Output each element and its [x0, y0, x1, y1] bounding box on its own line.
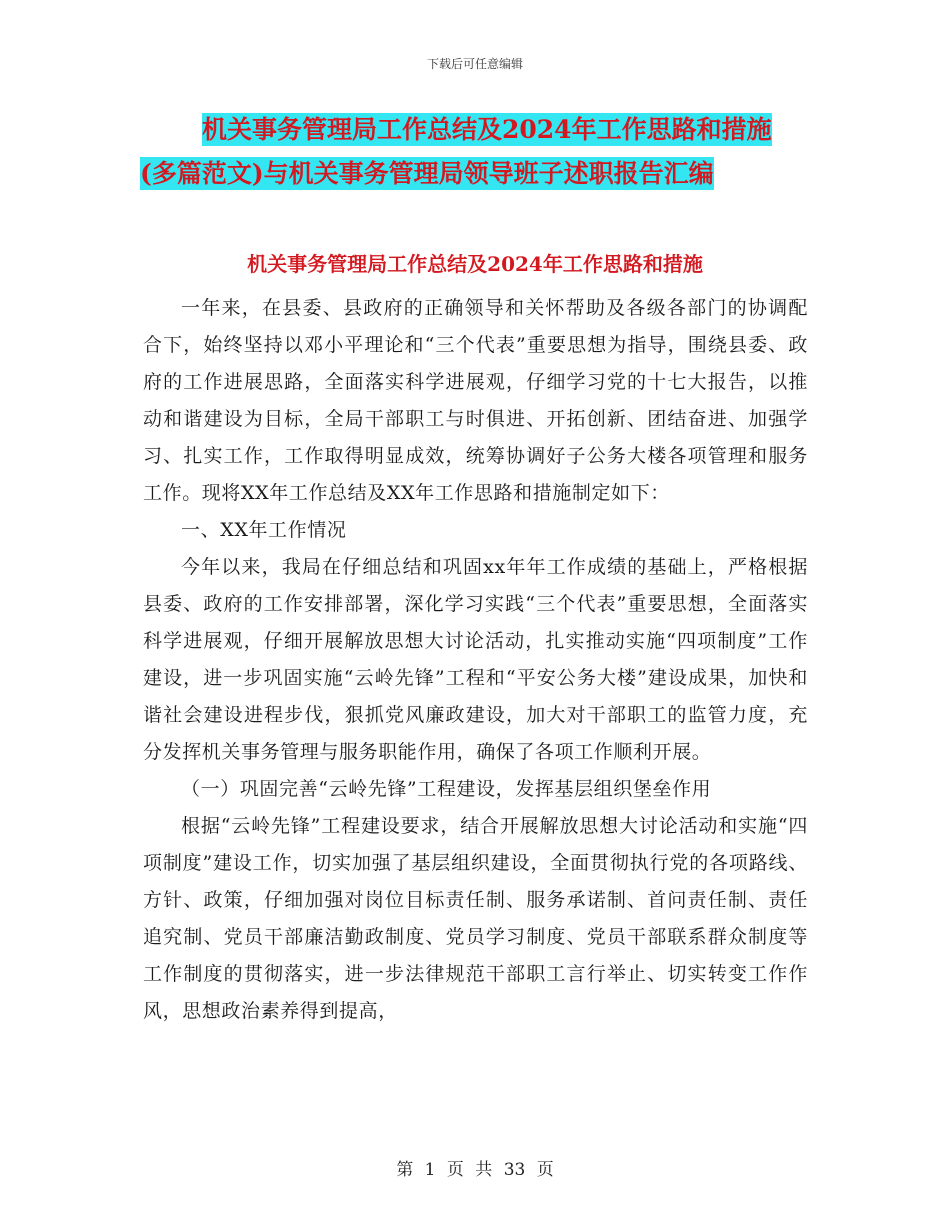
paragraph-intro: 一年来，在县委、县政府的正确领导和关怀帮助及各级各部门的协调配合下，始终坚持以邓小平理论和“三个代表”重要思想为指导，围绕县委、政府的工作进展思路，全面落实科学进展观，仔细学习党的十七大报告，以推动和谐建设为目标，全局干部职工与时俱进、开拓创新、团结奋进、加强学习、扎实工作，工作取得明显成效，统筹协调好子公务大楼各项管理和服务工作。现将XX年工作总结及XX年工作思路和措施制定如下：: [143, 297, 808, 504]
document-title-line-1: [140, 108, 820, 152]
heading-work-situation: 一、XX年工作情况: [181, 519, 347, 541]
paragraph-yunling-detail: 根据“云岭先锋”工程建设要求，结合开展解放思想大讨论活动和实施“四项制度”建设工作，切实加强了基层组织建设，全面贯彻执行党的各项路线、方针、政策，仔细加强对岗位目标责任制、服务承诺制、首问责任制、责任追究制、党员干部廉洁勤政制度、党员学习制度、党员干部联系群众制度等工作制度的贯彻落实，进一步法律规范干部职工言行举止、切实转变工作作风，思想政治素养得到提高，: [143, 815, 808, 1022]
title-highlight-1: 机关事务管理局工作总结及2024年工作思路和措施: [202, 115, 772, 144]
page-footer-number: 第 1 页 共 33 页: [396, 1160, 554, 1180]
title-highlight-2: (多篇范文)与机关事务管理局领导班子述职报告汇编: [140, 159, 714, 188]
document-title-line-2: [140, 152, 820, 196]
page-header-note: 下载后可任意编辑: [426, 57, 523, 71]
document-title: [140, 108, 820, 196]
subheading-yunling-pioneer: （一）巩固完善“云岭先锋”工程建设，发挥基层组织堡垒作用: [181, 778, 712, 800]
section-title: 机关事务管理局工作总结及2024年工作思路和措施: [247, 252, 703, 276]
document-body: [143, 290, 808, 1030]
paragraph-work-overview: 今年以来，我局在仔细总结和巩固xx年年工作成绩的基础上，严格根据县委、政府的工作安排部署，深化学习实践“三个代表”重要思想，全面落实科学进展观，仔细开展解放思想大讨论活动，扎实推动实施“四项制度”工作建设，进一步巩固实施“云岭先锋”工程和“平安公务大楼”建设成果，加快和谐社会建设进程步伐，狠抓党风廉政建设，加大对干部职工的监管力度，充分发挥机关事务管理与服务职能作用，确保了各项工作顺利开展。: [143, 556, 808, 763]
